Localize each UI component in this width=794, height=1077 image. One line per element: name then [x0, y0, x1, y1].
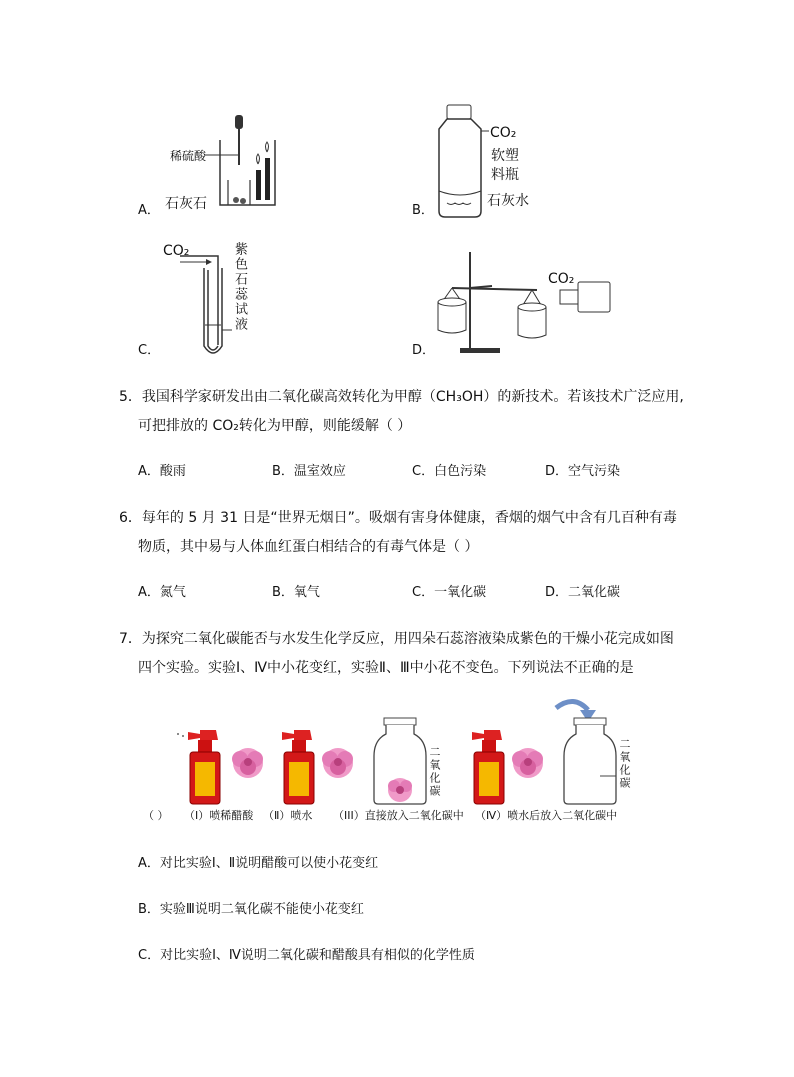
label-dilute-sulfuric-acid: 稀硫酸: [170, 149, 207, 163]
caption-experiment-4: （Ⅳ）喷水后放入二氧化碳中: [475, 809, 618, 822]
question-6-option-b[interactable]: B．氧气: [272, 585, 320, 600]
flower-icon: [228, 745, 268, 781]
gas-jar-icon: [370, 716, 430, 806]
option-letter-c: C．: [138, 343, 161, 358]
question-5-option-c[interactable]: C．白色污染: [412, 464, 487, 479]
question-6-line-1: 6．每年的 5 月 31 日是“世界无烟日”。吸烟有害身体健康，香烟的烟气中含有几百种有毒: [119, 510, 677, 526]
option-letter-d: D．: [412, 343, 436, 358]
label-soft-plastic-1: 软塑: [491, 148, 519, 164]
option-letter-a: A．: [138, 203, 160, 218]
label-litmus-solution: 紫色石蕊试液: [232, 242, 247, 332]
question-5-option-d[interactable]: D．空气污染: [545, 464, 621, 479]
figure-c-test-tube: [160, 250, 240, 360]
question-5-line-1: 5．我国科学家研发出由二氧化碳高效转化为甲醇（CH₃OH）的新技术。若该技术广泛应用,: [119, 389, 684, 405]
jar-label-co2-3: 二氧化碳: [428, 746, 441, 798]
flower-icon: [318, 745, 358, 781]
label-co2-d: CO₂: [548, 271, 575, 287]
question-7-option-a[interactable]: A．对比实验Ⅰ、Ⅱ说明醋酸可以使小花变红: [138, 856, 379, 871]
question-7-line-2: 四个实验。实验Ⅰ、Ⅳ中小花变红，实验Ⅱ、Ⅲ中小花不变色。下列说法不正确的是: [138, 660, 634, 676]
question-5-line-2: 可把排放的 CO₂转化为甲醇，则能缓解（ ）: [138, 418, 412, 434]
question-7-answer-bracket: （ ）: [143, 809, 169, 822]
question-6-option-d[interactable]: D．二氧化碳: [545, 585, 621, 600]
figure-d-balance-setup: [432, 250, 622, 360]
caption-experiment-1: （I）喷稀醋酸: [184, 809, 254, 822]
label-co2-c: CO₂: [163, 243, 190, 259]
jar-label-co2-4: 二氧化碳: [618, 738, 631, 790]
question-6-line-2: 物质，其中易与人体血红蛋白相结合的有毒气体是（ ）: [138, 539, 479, 555]
label-limestone: 石灰石: [165, 196, 207, 212]
question-7-option-b[interactable]: B．实验Ⅲ说明二氧化碳不能使小花变红: [138, 902, 364, 917]
question-6-option-c[interactable]: C．一氧化碳: [412, 585, 487, 600]
question-5-option-a[interactable]: A．酸雨: [138, 464, 186, 479]
option-letter-b: B．: [412, 203, 434, 218]
caption-experiment-3: （III）直接放入二氧化碳中: [333, 809, 464, 822]
figure-b-bottle: [435, 103, 495, 223]
label-limewater: 石灰水: [487, 193, 529, 209]
question-7-option-c[interactable]: C．对比实验Ⅰ、Ⅳ说明二氧化碳和醋酸具有相似的化学性质: [138, 948, 475, 963]
label-co2-b: CO₂: [490, 125, 517, 141]
label-soft-plastic-2: 料瓶: [491, 167, 519, 183]
question-6-option-a[interactable]: A．氮气: [138, 585, 186, 600]
question-5-option-b[interactable]: B．温室效应: [272, 464, 346, 479]
question-7-line-1: 7．为探究二氧化碳能否与水发生化学反应，用四朵石蕊溶液染成紫色的干燥小花完成如图: [119, 631, 674, 647]
gas-jar-icon: [560, 716, 620, 806]
flower-icon: [508, 745, 548, 781]
caption-experiment-2: （Ⅱ）喷水: [263, 809, 313, 822]
